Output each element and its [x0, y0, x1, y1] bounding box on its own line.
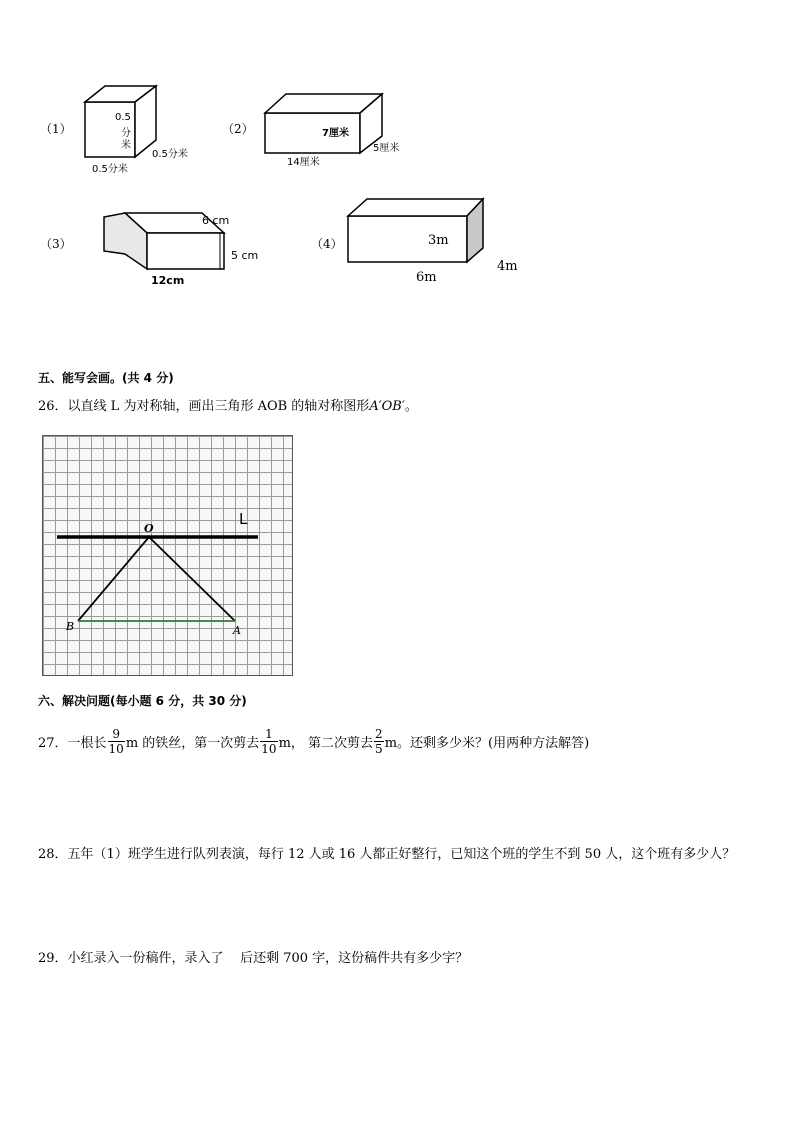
question-26	[38, 395, 418, 414]
figure-4-depth: 4m	[497, 259, 518, 274]
side-oa	[149, 537, 235, 621]
figure-3-length: 12cm	[151, 274, 185, 287]
figure-1-front-mid: 分	[121, 128, 131, 139]
question-27	[38, 720, 589, 762]
fraction-denominator: 10	[108, 741, 124, 756]
question-27-prefix: 27．一根长	[38, 735, 107, 751]
fraction-9-10	[108, 727, 125, 756]
question-26-end: 。	[404, 399, 418, 414]
figure-2-label: （2）	[222, 122, 254, 136]
question-27-suffix: m。还剩多少米？(用两种方法解答)	[384, 735, 590, 751]
fraction-2-5	[374, 727, 384, 756]
line-label-l: L	[239, 510, 248, 528]
fraction-denominator: 5	[375, 741, 383, 756]
figure-2-height: 7厘米	[322, 128, 349, 139]
question-26-figure-name: A′OB′	[369, 399, 405, 414]
point-o-label: O	[144, 522, 154, 535]
question-27-mid2: m， 第二次剪去	[278, 735, 374, 751]
fraction-numerator: 9	[108, 727, 125, 742]
figure-1-front-top: 0.5	[115, 112, 131, 123]
question-27-mid1: m 的铁丝，第一次剪去	[125, 735, 260, 751]
figure-1-depth: 0.5分米	[152, 149, 188, 160]
figure-4-length: 6m	[416, 270, 437, 285]
fraction-1-10	[260, 727, 277, 756]
figure-2-depth: 5厘米	[373, 143, 400, 154]
question-26-text: 26．以直线 L 为对称轴，画出三角形 AOB 的轴对称图形	[38, 399, 370, 414]
point-b-label: B	[66, 620, 75, 633]
figure-1-front-bot: 米	[121, 140, 131, 151]
fraction-numerator: 2	[375, 726, 383, 741]
figure-1-width: 0.5分米	[92, 164, 128, 175]
figure-1-label: （1）	[40, 122, 72, 136]
side-ob	[78, 537, 149, 621]
question-29: 29．小红录入一份稿件，录入了 后还剩 700 字，这份稿件共有多少字？	[38, 951, 469, 966]
fraction-denominator: 10	[261, 741, 277, 756]
figure-4-height: 3m	[428, 233, 449, 248]
point-a-label: A	[233, 624, 241, 637]
section-6-heading: 六、解决问题(每小题 6 分，共 30 分)	[38, 694, 247, 708]
figure-3-side: 5 cm	[231, 249, 259, 262]
figure-4-label: （4）	[311, 237, 343, 251]
section-5-heading: 五、能写会画。(共 4 分)	[38, 371, 174, 385]
figure-3-top: 6 cm	[202, 214, 230, 227]
figure-2-length: 14厘米	[287, 157, 320, 168]
figure-2-cuboid	[260, 88, 390, 158]
fraction-numerator: 1	[260, 727, 277, 742]
triangle-aob-drawing	[42, 435, 292, 675]
question-28: 28．五年（1）班学生进行队列表演，每行 12 人或 16 人都正好整行，已知这个班的学生不到 50 人，这个班有多少人？	[38, 847, 736, 862]
figure-3-label: （3）	[40, 237, 72, 251]
figure-4-cuboid	[345, 196, 485, 266]
